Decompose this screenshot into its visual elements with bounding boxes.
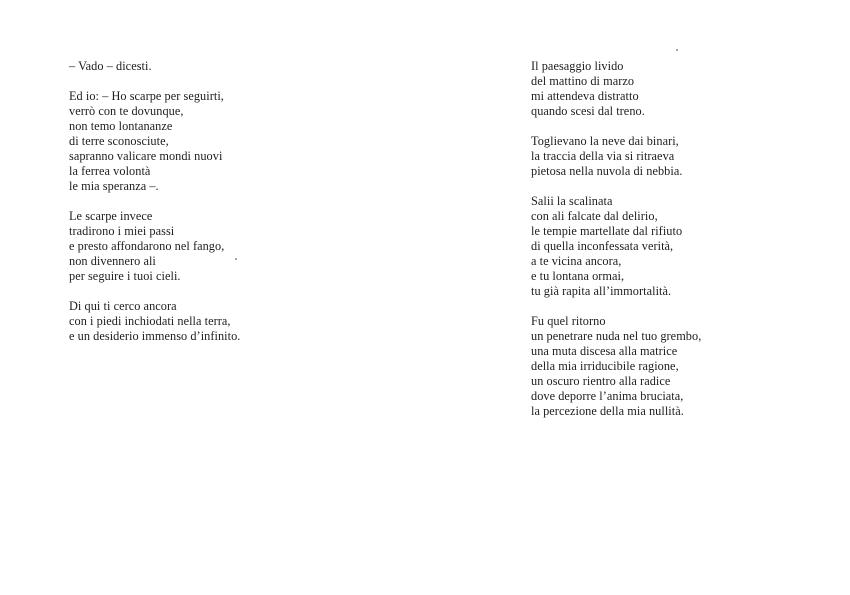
poem-line: a te vicina ancora, bbox=[531, 254, 622, 268]
poem-line: la traccia della via si ritraeva bbox=[531, 149, 675, 163]
poem-line: – Vado – dicesti. bbox=[69, 59, 152, 73]
poem-line: sapranno valicare mondi nuovi bbox=[69, 149, 223, 163]
stanza bbox=[531, 314, 701, 419]
poem-line: non temo lontananze bbox=[69, 119, 173, 133]
poem-line: e tu lontana ormai, bbox=[531, 269, 625, 283]
poem-line: tradirono i miei passi bbox=[69, 224, 175, 238]
poem-line: verrò con te dovunque, bbox=[69, 104, 184, 118]
poem-line: Toglievano la neve dai binari, bbox=[531, 134, 679, 148]
poem-line: le mia speranza –. bbox=[69, 179, 159, 193]
poem-line: con i piedi inchiodati nella terra, bbox=[69, 314, 231, 328]
poem-line: del mattino di marzo bbox=[531, 74, 635, 88]
right-page bbox=[425, 0, 850, 595]
poem-line: Il paesaggio livido bbox=[531, 59, 624, 73]
poem-line: Ed io: – Ho scarpe per seguirti, bbox=[69, 89, 224, 103]
paper-speck bbox=[676, 49, 678, 51]
poem-line: e presto affondarono nel fango, bbox=[69, 239, 225, 253]
poem-line: di quella inconfessata verità, bbox=[531, 239, 674, 253]
poem-line: un oscuro rientro alla radice bbox=[531, 374, 671, 388]
poem-line: di terre sconosciute, bbox=[69, 134, 169, 148]
left-poem bbox=[69, 59, 240, 359]
poem-line: Salii la scalinata bbox=[531, 194, 613, 208]
right-poem bbox=[531, 59, 701, 434]
poem-line: quando scesi dal treno. bbox=[531, 104, 645, 118]
poem-line: per seguire i tuoi cieli. bbox=[69, 269, 181, 283]
paper-speck bbox=[235, 258, 237, 260]
poem-line: e un desiderio immenso d’infinito. bbox=[69, 329, 241, 343]
poem-line: non divennero ali bbox=[69, 254, 156, 268]
stanza bbox=[69, 209, 240, 284]
poem-line: tu già rapita all’immortalità. bbox=[531, 284, 672, 298]
poem-line: Di qui ti cerco ancora bbox=[69, 299, 177, 313]
stanza bbox=[531, 59, 701, 119]
poem-line: la percezione della mia nullità. bbox=[531, 404, 684, 418]
poem-line: della mia irriducibile ragione, bbox=[531, 359, 679, 373]
poem-line: un penetrare nuda nel tuo grembo, bbox=[531, 329, 702, 343]
stanza bbox=[531, 134, 701, 179]
stanza bbox=[69, 299, 240, 344]
poem-line: dove deporre l’anima bruciata, bbox=[531, 389, 684, 403]
poem-line: Le scarpe invece bbox=[69, 209, 153, 223]
poem-line: mi attendeva distratto bbox=[531, 89, 639, 103]
poem-line: le tempie martellate dal rifiuto bbox=[531, 224, 683, 238]
stanza bbox=[69, 59, 240, 74]
stanza bbox=[531, 194, 701, 299]
poem-line: con ali falcate dal delirio, bbox=[531, 209, 658, 223]
stanza bbox=[69, 89, 240, 194]
poem-line: Fu quel ritorno bbox=[531, 314, 606, 328]
poem-line: una muta discesa alla matrice bbox=[531, 344, 678, 358]
poem-line: la ferrea volontà bbox=[69, 164, 151, 178]
poem-line: pietosa nella nuvola di nebbia. bbox=[531, 164, 683, 178]
